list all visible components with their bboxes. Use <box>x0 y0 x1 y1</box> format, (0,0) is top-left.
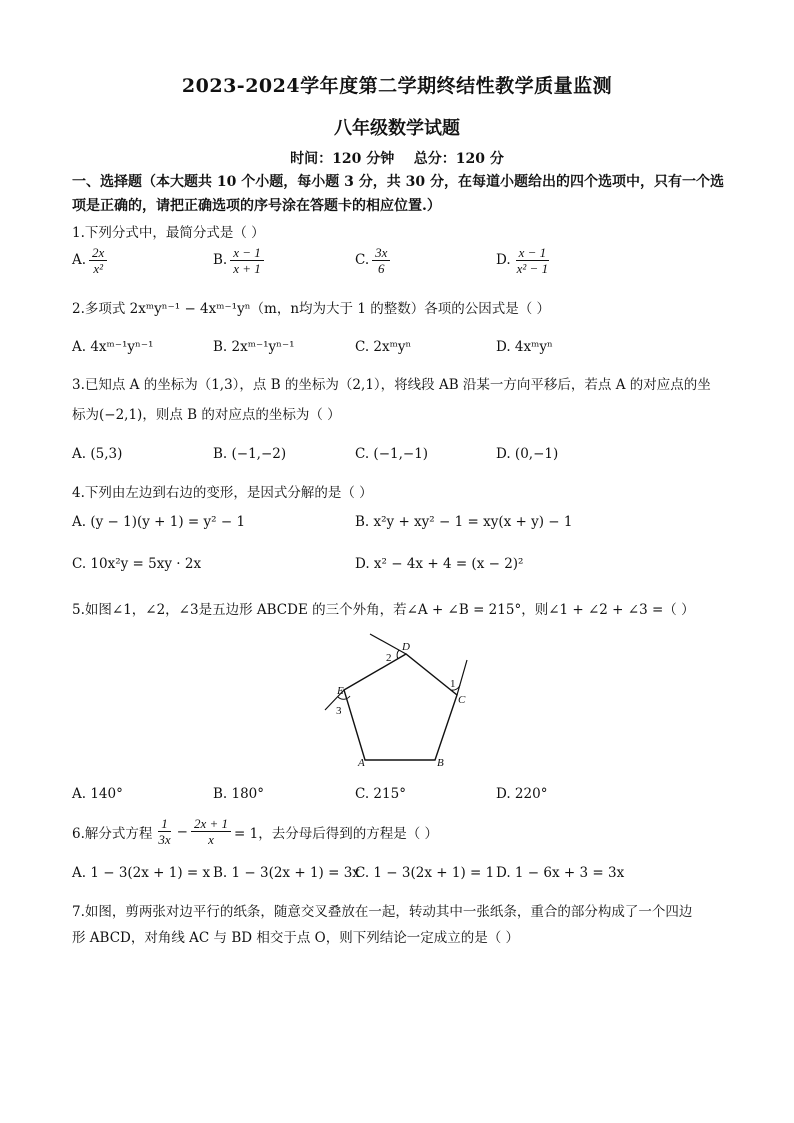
q6-option-c: C. 1 − 3(2x + 1) = 1 <box>355 865 495 881</box>
q1-option-c: C. $\frac{3x}{6}$ <box>355 245 393 276</box>
q3-line2: 标为(−2,1)，则点 B 的对应点的坐标为（ ） <box>72 407 341 423</box>
q2-option-d: D. 4xᵐyⁿ <box>496 339 553 355</box>
angle-label-2: 2 <box>386 652 392 664</box>
q6-option-a: A. 1 − 3(2x + 1) = x <box>72 865 211 881</box>
vertex-label-e: E <box>337 685 344 697</box>
q5-stem: 5.如图∠1，∠2，∠3是五边形 ABCDE 的三个外角，若∠A + ∠B = 215°，则∠1 + ∠2 + ∠3 =（ ） <box>72 602 695 618</box>
q5-option-c: C. 215° <box>355 786 406 802</box>
q1-stem: 1.下列分式中，最简分式是（ ） <box>72 225 265 241</box>
q2-option-c: C. 2xᵐyⁿ <box>355 339 412 355</box>
q2-option-a: A. 4xᵐ⁻¹yⁿ⁻¹ <box>72 339 154 355</box>
q2-option-b: B. 2xᵐ⁻¹yⁿ⁻¹ <box>213 339 295 355</box>
pentagon-shape <box>344 654 457 760</box>
extension-line-bc <box>457 660 467 695</box>
q3-option-c: C. (−1,−1) <box>355 446 429 462</box>
q4-option-d: D. x² − 4x + 4 = (x − 2)² <box>355 556 524 572</box>
section-heading: 一、选择题（本大题共 10 个小题，每小题 3 分，共 30 分，在每道小题给出的四个选项中，只有一个选项是正确的，请把正确选项的序号涂在答题卡的相应位置.） <box>72 174 724 214</box>
q6-option-d: D. 1 − 6x + 3 = 3x <box>496 865 625 881</box>
q7-line2: 形 ABCD，对角线 AC 与 BD 相交于点 O，则下列结论一定成立的是（ ） <box>72 930 520 946</box>
q2-stem: 2.多项式 2xᵐyⁿ⁻¹ − 4xᵐ⁻¹yⁿ（m，n均为大于 1 的整数）各项的公因式是（ ） <box>72 301 550 317</box>
q5-option-b: B. 180° <box>213 786 265 802</box>
q3-option-b: B. (−1,−2) <box>213 446 287 462</box>
vertex-label-d: D <box>402 641 410 653</box>
q5-option-a: A. 140° <box>72 786 123 802</box>
q4-option-a: A. (y − 1)(y + 1) = y² − 1 <box>72 514 246 530</box>
exam-subtitle: 八年级数学试题 <box>334 118 460 139</box>
vertex-label-b: B <box>437 757 444 769</box>
q1-option-d: D. $\frac{x - 1}{\text{x² − 1}}$ <box>496 245 549 276</box>
q7-line1: 7.如图，剪两张对边平行的纸条，随意交叉叠放在一起，转动其中一张纸条，重合的部分构成了一个四边 <box>72 904 693 920</box>
q3-line1: 3.已知点 A 的坐标为（1,3），点 B 的坐标为（2,1），将线段 AB 沿某一方向平移后，若点 A 的对应点的坐 <box>72 377 711 393</box>
exam-title: 2023-2024学年度第二学期终结性教学质量监测 <box>181 75 613 97</box>
exam-time-score: 时间：120 分钟 总分：120 分 <box>290 151 504 167</box>
vertex-label-c: C <box>458 694 466 706</box>
angle-label-1: 1 <box>450 678 456 690</box>
q1-option-a: A. $\frac{2x}{\text{x²}}$ <box>72 245 110 276</box>
q6-option-b: B. 1 − 3(2x + 1) = 3x <box>213 865 360 881</box>
vertex-label-a: A <box>358 757 365 769</box>
q4-option-c: C. 10x²y = 5xy · 2x <box>72 556 202 572</box>
q5-option-d: D. 220° <box>496 786 548 802</box>
q4-stem: 4.下列由左边到右边的变形，是因式分解的是（ ） <box>72 485 373 501</box>
q6-stem: 6.解分式方程 $\frac{1}{3x}$ − $\frac{2x + 1}{x}$ = 1，去分母后得到的方程是（ ） <box>72 816 439 847</box>
q3-option-d: D. (0,−1) <box>496 446 559 462</box>
angle-label-3: 3 <box>336 705 342 717</box>
q1-option-b: B. $\frac{x - 1}{x + 1}$ <box>213 245 267 276</box>
q4-option-b: B. x²y + xy² − 1 = xy(x + y) − 1 <box>355 514 573 530</box>
extension-line-de <box>370 634 406 654</box>
pentagon-figure <box>320 630 480 770</box>
q3-option-a: A. (5,3) <box>72 446 123 462</box>
